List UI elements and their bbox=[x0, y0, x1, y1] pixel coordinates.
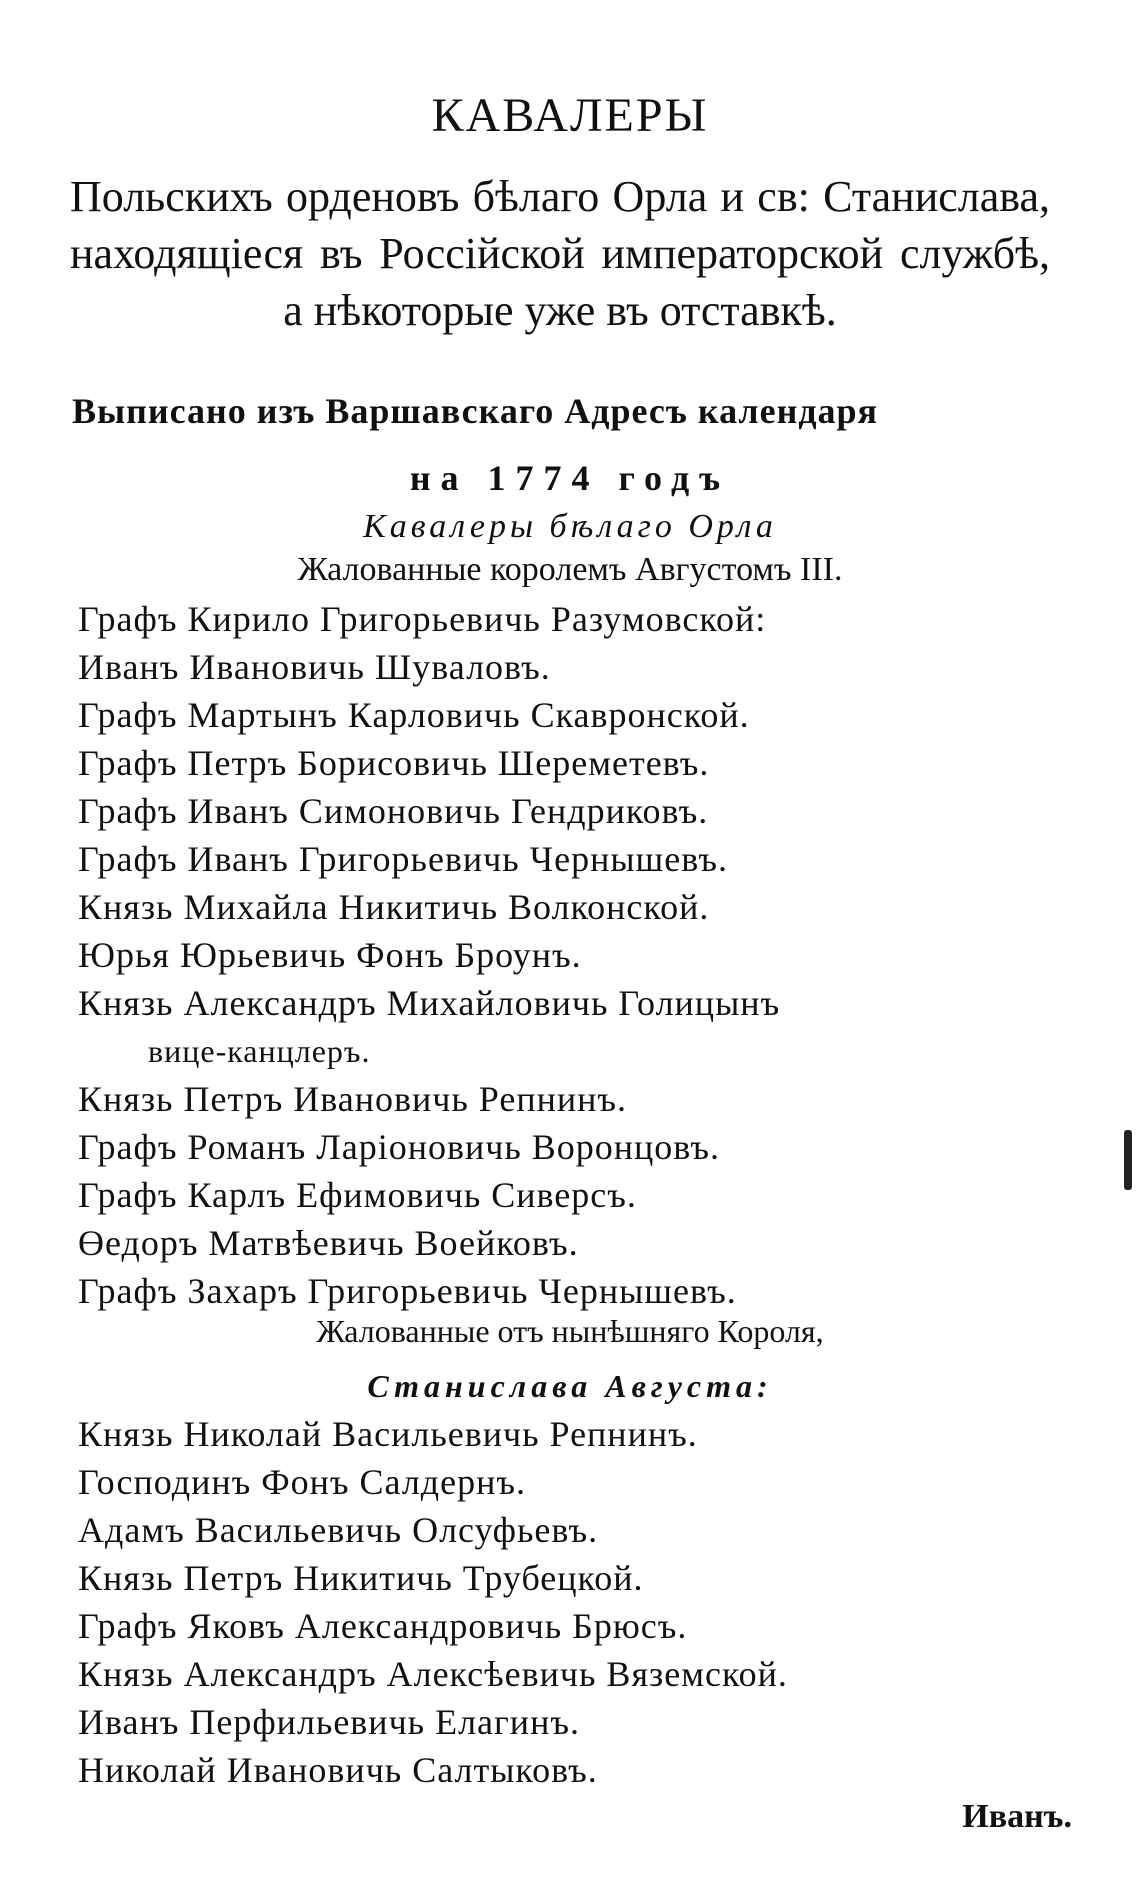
page-subtitle: Польскихъ орденовъ бѣлаго Орла и св: Станислава, находящiеся въ Россiйской императорской службѣ, а нѣкоторые уже въ отставкѣ. bbox=[70, 172, 1050, 335]
list-item-continuation: вице-канцлеръ. bbox=[148, 1033, 371, 1069]
list-item: Князь Александръ Алексѣевичь Вяземской. bbox=[78, 1654, 788, 1694]
white-eagle-knights-list bbox=[78, 595, 1058, 1315]
catchword: Иванъ. bbox=[962, 1798, 1072, 1835]
list-item: Графъ Романъ Ларiоновичь Воронцовъ. bbox=[78, 1127, 721, 1167]
list-item: Николай Ивановичь Салтыковъ. bbox=[78, 1750, 598, 1790]
list-item: Иванъ Ивановичь Шуваловъ. bbox=[78, 647, 551, 687]
section-white-eagle-subtitle: Жалованные королемъ Августомъ III. bbox=[297, 551, 843, 588]
list-item: Князь Александръ Михайловичь Голицынъ bbox=[78, 983, 781, 1023]
section-current-king-subtitle: Станислава Августа: bbox=[367, 1368, 773, 1404]
source-line: Выписано изъ Варшавскаго Адресъ календаря bbox=[72, 391, 879, 431]
list-item: Графъ Кирило Григорьевичь Разумовской: bbox=[78, 599, 767, 639]
margin-ink-mark bbox=[1124, 1130, 1132, 1190]
page-title: КАВАЛЕРЫ bbox=[431, 89, 709, 142]
list-item: Графъ Захаръ Григорьевичь Чернышевъ. bbox=[78, 1271, 737, 1311]
section-white-eagle-title: Кавалеры бѣлаго Орла bbox=[363, 508, 777, 545]
list-item: Иванъ Перфильевичь Елагинъ. bbox=[78, 1702, 580, 1742]
list-item: Господинъ Фонъ Салдернъ. bbox=[78, 1462, 526, 1502]
list-item: Князь Николай Васильевичь Репнинъ. bbox=[78, 1414, 698, 1454]
list-item: Графъ Иванъ Симоновичь Гендриковъ. bbox=[78, 791, 709, 831]
list-item: Графъ Петръ Борисовичь Шереметевъ. bbox=[78, 743, 710, 783]
list-item: Графъ Иванъ Григорьевичь Чернышевъ. bbox=[78, 839, 728, 879]
list-item: Юрья Юрьевичь Фонъ Броунъ. bbox=[78, 935, 582, 975]
current-king-knights-list bbox=[78, 1410, 1058, 1794]
list-item: Графъ Карлъ Ефимовичь Сиверсъ. bbox=[78, 1175, 637, 1215]
list-item: Өедоръ Матвѣевичь Воейковъ. bbox=[78, 1223, 579, 1263]
list-item: Графъ Мартынъ Карловичь Скавронской. bbox=[78, 695, 750, 735]
list-item: Князь Петръ Никитичь Трубецкой. bbox=[78, 1558, 644, 1598]
year-line: на 1774 годъ bbox=[409, 458, 731, 498]
list-item: Графъ Яковъ Александровичь Брюсъ. bbox=[78, 1606, 688, 1646]
section-current-king-title: Жалованные отъ нынѣшняго Короля, bbox=[316, 1313, 824, 1349]
list-item: Князь Петръ Ивановичь Репнинъ. bbox=[78, 1079, 627, 1119]
list-item: Адамъ Васильевичь Олсуфьевъ. bbox=[78, 1510, 599, 1550]
list-item: Князь Михайла Никитичь Волконской. bbox=[78, 887, 710, 927]
